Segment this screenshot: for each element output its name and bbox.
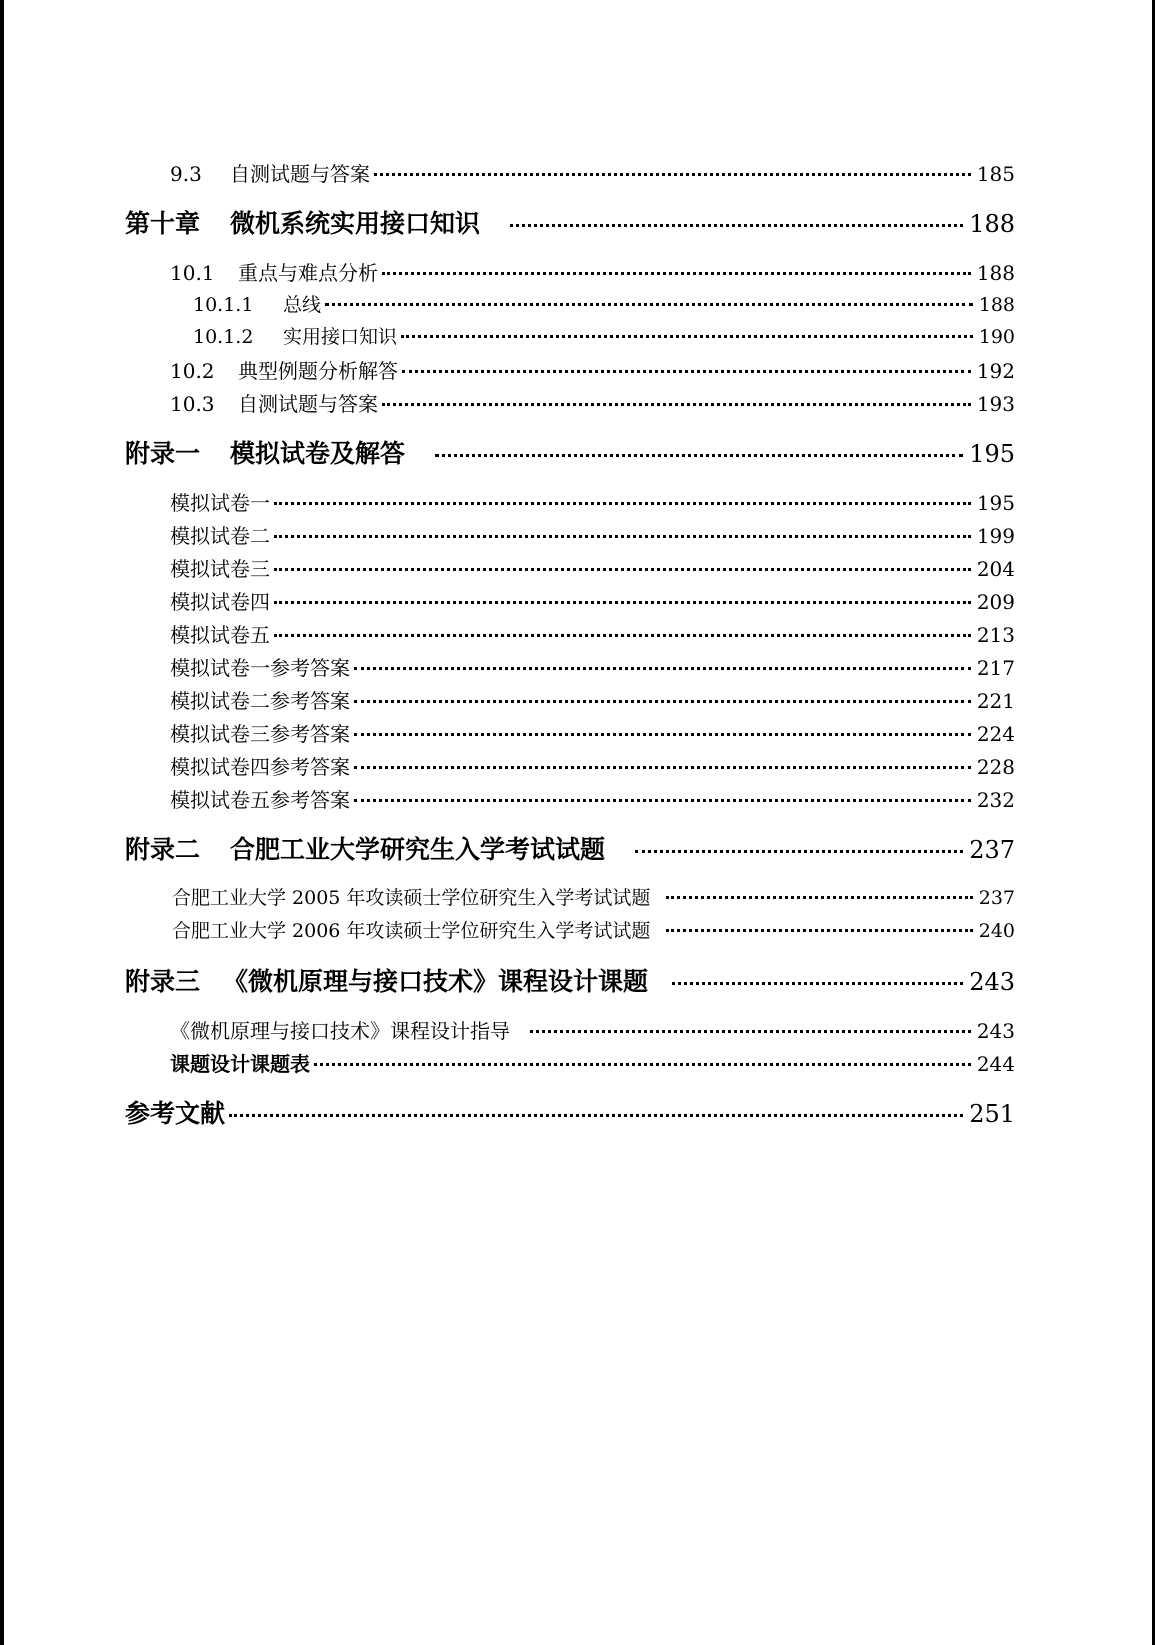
dot-leader [354, 700, 971, 703]
toc-page-number: 232 [976, 788, 1015, 812]
toc-page-number: 185 [976, 162, 1015, 186]
toc-number: 10.3 [170, 392, 215, 416]
toc-number: 10.2 [170, 359, 215, 383]
toc-number: 附录二 [125, 835, 201, 864]
toc-page-number: 199 [976, 524, 1015, 548]
toc-entry-mock-4-answers[interactable] [170, 751, 1015, 780]
toc-entry-mock-4[interactable] [170, 586, 1015, 615]
toc-title: 典型例题分析解答 [238, 359, 398, 383]
toc-title: 实用接口知识 [283, 326, 398, 348]
toc-page-number: 240 [978, 920, 1015, 942]
toc-page-number: 243 [976, 1019, 1015, 1043]
toc-title: 模拟试卷五参考答案 [170, 788, 350, 812]
dot-leader [314, 1063, 971, 1066]
dot-leader [325, 303, 973, 306]
toc-page-number: 237 [969, 836, 1015, 864]
toc-page-number: 217 [976, 656, 1015, 680]
toc-appendix-1[interactable] [125, 434, 1015, 470]
toc-title: 《微机原理与接口技术》课程设计指导 [170, 1019, 510, 1043]
toc-page-number: 224 [976, 722, 1015, 746]
toc-page-number: 190 [978, 326, 1015, 348]
toc-page-number: 243 [969, 968, 1015, 996]
dot-leader [354, 733, 971, 736]
toc-page-number: 244 [976, 1052, 1015, 1076]
toc-entry-9-3[interactable] [170, 158, 1015, 187]
toc-page-number: 204 [976, 557, 1015, 581]
toc-page-number: 188 [978, 294, 1015, 316]
toc-entry-mock-1[interactable] [170, 487, 1015, 516]
toc-page-number: 193 [976, 392, 1015, 416]
toc-entry-mock-2[interactable] [170, 520, 1015, 549]
toc-page-number: 228 [976, 755, 1015, 779]
toc-title: 参考文献 [125, 1099, 226, 1128]
dot-leader [382, 272, 971, 275]
toc-title: 模拟试卷一 [170, 491, 270, 515]
toc-entry-mock-3[interactable] [170, 553, 1015, 582]
toc-references[interactable] [125, 1094, 1015, 1130]
toc-page-number: 213 [976, 623, 1015, 647]
toc-page-number: 188 [976, 261, 1015, 285]
toc-number: 附录三 [125, 967, 201, 996]
toc-page-number: 209 [976, 590, 1015, 614]
toc-entry-topic-table[interactable] [170, 1048, 1015, 1077]
dot-leader [666, 896, 972, 899]
toc-title: 模拟试卷一参考答案 [170, 656, 350, 680]
dot-leader [672, 982, 963, 985]
toc-title: 课题设计课题表 [170, 1052, 310, 1076]
toc-number: 9.3 [170, 162, 202, 186]
dot-leader [402, 370, 971, 373]
toc-number: 10.1 [170, 261, 215, 285]
toc-title: 模拟试卷四参考答案 [170, 755, 350, 779]
toc-title: 总线 [283, 294, 322, 316]
toc-number: 第十章 [125, 209, 201, 238]
toc-page-number: 251 [969, 1100, 1015, 1128]
dot-leader [229, 1114, 963, 1117]
dot-leader [274, 634, 971, 637]
dot-leader [530, 1030, 971, 1033]
toc-appendix-3[interactable] [125, 962, 1015, 998]
toc-title: 模拟试卷三 [170, 557, 270, 581]
toc-entry-mock-1-answers[interactable] [170, 652, 1015, 681]
page-edge-left [0, 0, 4, 1645]
toc-title: 合肥工业大学 2005 年攻读硕士学位研究生入学考试试题 [172, 887, 651, 909]
toc-title: 模拟试卷二 [170, 524, 270, 548]
dot-leader [354, 766, 971, 769]
dot-leader [374, 173, 971, 176]
toc-title: 《微机原理与接口技术》课程设计课题 [223, 967, 649, 996]
toc-entry-10-3[interactable] [170, 388, 1015, 417]
toc-page-number: 195 [969, 440, 1015, 468]
toc-title: 重点与难点分析 [238, 261, 378, 285]
dot-leader [635, 850, 963, 853]
toc-entry-10-1-2[interactable] [193, 322, 1015, 349]
toc-entry-exam-2006[interactable] [172, 916, 1015, 943]
toc-title: 自测试题与答案 [238, 392, 378, 416]
toc-entry-mock-5[interactable] [170, 619, 1015, 648]
dot-leader [274, 535, 971, 538]
toc-title: 模拟试卷五 [170, 623, 270, 647]
dot-leader [274, 568, 971, 571]
toc-entry-mock-3-answers[interactable] [170, 718, 1015, 747]
toc-page-number: 237 [978, 887, 1015, 909]
toc-appendix-2[interactable] [125, 830, 1015, 866]
toc-entry-exam-2005[interactable] [172, 883, 1015, 910]
dot-leader [274, 601, 971, 604]
toc-chapter-10[interactable] [125, 204, 1015, 240]
dot-leader [510, 224, 963, 227]
toc-title: 合肥工业大学 2006 年攻读硕士学位研究生入学考试试题 [172, 920, 651, 942]
toc-page-number: 192 [976, 359, 1015, 383]
toc-page-number: 195 [976, 491, 1015, 515]
toc-title: 合肥工业大学研究生入学考试试题 [230, 835, 606, 864]
dot-leader [382, 403, 971, 406]
toc-title: 微机系统实用接口知识 [230, 209, 481, 238]
toc-entry-course-guide[interactable] [170, 1015, 1015, 1044]
toc-title: 模拟试卷二参考答案 [170, 689, 350, 713]
toc-entry-10-1[interactable] [170, 257, 1015, 286]
toc-page-number: 188 [969, 210, 1015, 238]
dot-leader [354, 799, 971, 802]
toc-entry-mock-2-answers[interactable] [170, 685, 1015, 714]
dot-leader [666, 929, 972, 932]
toc-title: 模拟试卷四 [170, 590, 270, 614]
dot-leader [354, 667, 971, 670]
dot-leader [401, 335, 973, 338]
toc-entry-10-2[interactable] [170, 355, 1015, 384]
toc-title: 模拟试卷三参考答案 [170, 722, 350, 746]
dot-leader [274, 502, 971, 505]
toc-entry-10-1-1[interactable] [193, 290, 1015, 317]
toc-title: 自测试题与答案 [230, 162, 370, 186]
toc-title: 模拟试卷及解答 [230, 439, 406, 468]
toc-number: 10.1.2 [193, 326, 254, 348]
toc-number: 10.1.1 [193, 294, 254, 316]
toc-entry-mock-5-answers[interactable] [170, 784, 1015, 813]
dot-leader [435, 454, 963, 457]
toc-page-number: 221 [976, 689, 1015, 713]
toc-number: 附录一 [125, 439, 201, 468]
